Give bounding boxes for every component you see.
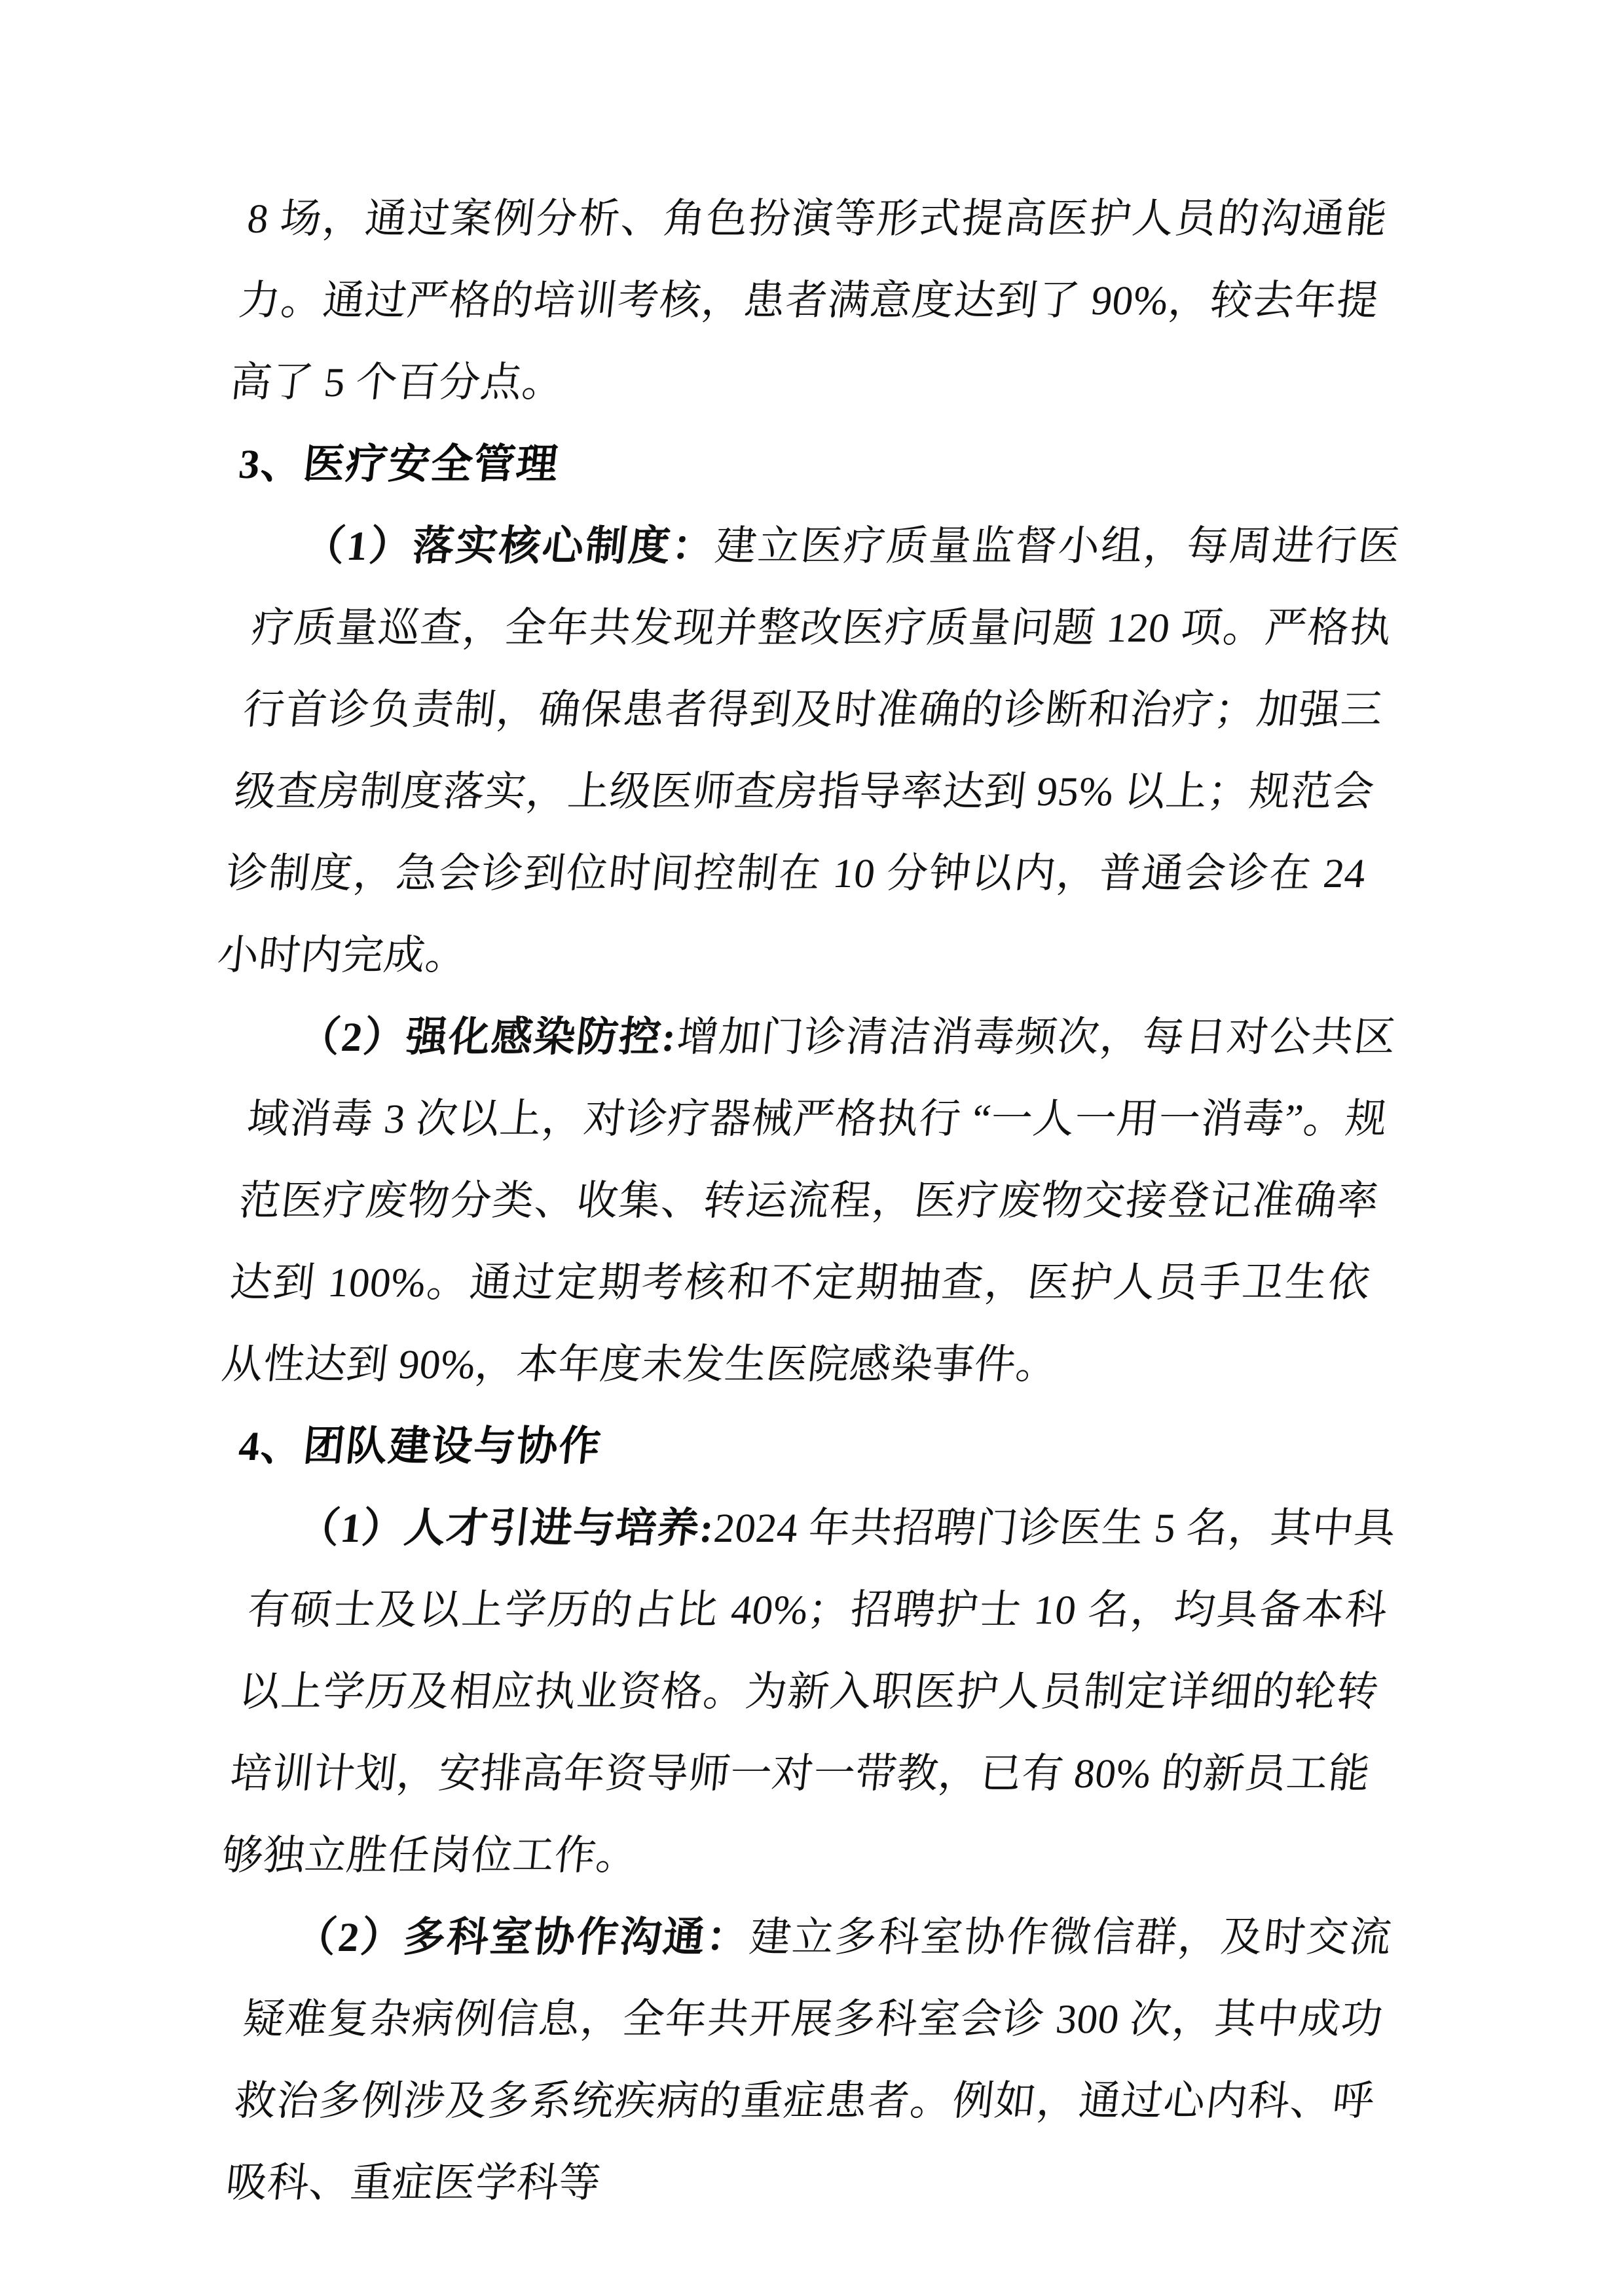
paragraph-body: 建立多科室协作微信群，及时交流疑难复杂病例信息，全年共开展多科室会诊 300 次，其中成功救治多例涉及多系统疾病的重症患者。例如，通过心内科、呼吸科、重症医学科等	[223, 1914, 1394, 2206]
paragraph-lead-label: （2）强化感染防控:	[295, 1014, 679, 1060]
paragraph-body: 建立医疗质量监督小组，每周进行医疗质量巡查，全年共发现并整改医疗质量问题 120 项。严格执行首诊负责制，确保患者得到及时准确的诊断和治疗；加强三级查房制度落实，上级医师查房指导率达到 95% 以上；规范会诊制度，急会诊到位时间控制在 10 分钟以内，普通会诊在 24 小时内完成。	[215, 523, 1403, 978]
paragraph-body: 2024 年共招聘门诊医生 5 名，其中具有硕士及以上学历的占比 40%；招聘护士 10 名，均具备本科以上学历及相应执业资格。为新入职医护人员制定详细的轮转培训计划，安排高年资导师一对一带教，已有 80% 的新员工能够独立胜任岗位工作。	[219, 1505, 1399, 1878]
paragraph-body: 增加门诊清洁消毒频次，每日对公共区域消毒 3 次以上，对诊疗器械严格执行 “一人一用一消毒”。规范医疗废物分类、收集、转运流程，医疗废物交接登记准确率达到 100%。通过定期考核和不定期抽查，医护人员手卫生依从性达到 90%，本年度未发生医院感染事件。	[219, 1014, 1399, 1387]
paragraph-talent	[217, 1487, 1400, 1897]
paragraph-lead-label: （1）落实核心制度：	[300, 523, 718, 569]
heading-medical-safety: 3、医疗安全管理	[236, 441, 562, 487]
paragraph-continuation-training	[226, 178, 1391, 424]
paragraph-lead-label: （1）人才引进与培养:	[295, 1505, 717, 1551]
paragraph-lead-label: （2）多科室协作沟通：	[291, 1914, 752, 1960]
paragraph-multidept	[222, 1897, 1396, 2224]
text-column	[215, 178, 1403, 2224]
paragraph-body: 8 场，通过案例分析、角色扮演等形式提高医护人员的沟通能力。通过严格的培训考核，患者满意度达到了 90%，较去年提高了 5 个百分点。	[228, 196, 1390, 405]
heading-team-building: 4、团队建设与协作	[236, 1423, 604, 1469]
paragraph-core-system	[213, 505, 1405, 996]
paragraph-infection-control	[217, 996, 1400, 1406]
